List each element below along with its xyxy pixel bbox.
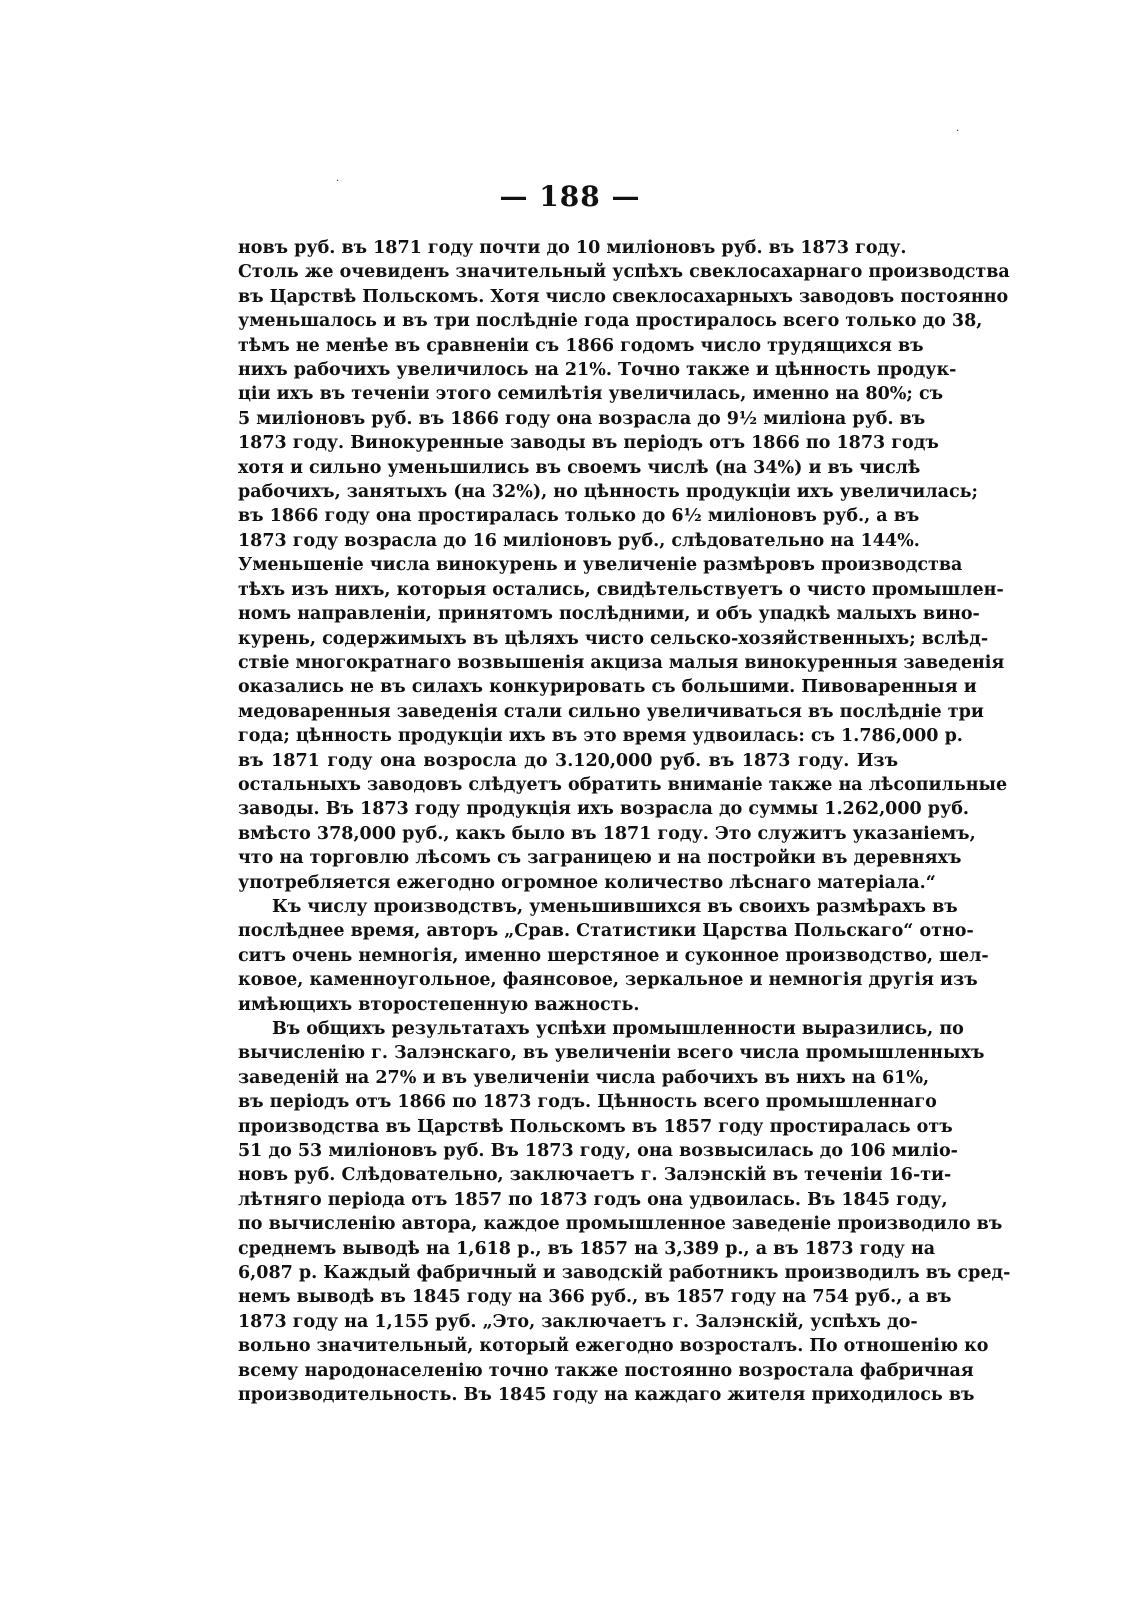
- text-line: имѣющихъ второстепенную важность.: [238, 994, 640, 1015]
- text-line: новъ руб. въ 1871 году почти до 10 миліоновъ руб. въ 1873 году.: [238, 238, 907, 258]
- text-line: въ 1866 году она простиралась только до 6½ миліоновъ руб., а въ: [238, 506, 920, 527]
- text-line: 1873 году на 1,155 руб. „Это, заключаетъ г. Залэнскій, успѣхъ до-: [238, 1311, 918, 1332]
- text-line: всему народонаселенію точно также постоянно возростала фабричная: [238, 1360, 974, 1381]
- body-text: [238, 236, 1011, 1408]
- text-line: новъ руб. Слѣдовательно, заключаетъ г. Залэнскій въ теченіи 16-ти-: [238, 1165, 952, 1186]
- text-line: нихъ рабочихъ увеличилось на 21%. Точно также и цѣнность продук-: [238, 360, 957, 381]
- scan-speck: ·: [336, 176, 340, 187]
- text-line: 1873 году. Винокуренные заводы въ періодъ отъ 1866 по 1873 годъ: [238, 433, 939, 454]
- text-line: лѣтняго періода отъ 1857 по 1873 годъ она удвоилась. Въ 1845 году,: [238, 1189, 948, 1210]
- text-line: курень, содержимыхъ въ цѣляхъ чисто сельско-хозяйственныхъ; вслѣд-: [238, 628, 989, 649]
- text-line: 1873 году возрасла до 16 миліоновъ руб., слѣдовательно на 144%.: [238, 530, 920, 551]
- text-line: ситъ очень немногія, именно шерстяное и суконное производство, шел-: [238, 945, 989, 966]
- text-line: 5 миліоновъ руб. въ 1866 году она возрасла до 9½ миліона руб. въ: [238, 408, 926, 429]
- paragraph: [238, 236, 1010, 895]
- paragraph: [238, 895, 989, 1017]
- text-line: производительность. Въ 1845 году на каждаго жителя приходилось въ: [238, 1385, 975, 1406]
- text-line: тѣхъ изъ нихъ, которыя остались, свидѣтельствуетъ о чисто промышлен-: [238, 579, 1004, 600]
- text-line: ковое, каменноугольное, фаянсовое, зеркальное и немногія другія изъ: [238, 970, 978, 991]
- text-line: уменьшалось и въ три послѣдніе года простиралось всего только до 38,: [238, 311, 983, 332]
- text-line: производства въ Царствѣ Польскомъ въ 1857 году простиралась отъ: [238, 1116, 953, 1137]
- text-line: 51 до 53 миліоновъ руб. Въ 1873 году, она возвысилась до 106 миліо-: [238, 1141, 958, 1162]
- text-line: оказались не въ силахъ конкурировать съ большими. Пивоваренныя и: [238, 677, 977, 698]
- text-line: ствіе многократнаго возвышенія акциза малыя винокуренныя заведенія: [238, 652, 1005, 673]
- text-line: вычисленію г. Залэнскаго, въ увеличеніи всего числа промышленныхъ: [238, 1043, 985, 1064]
- text-line: въ періодъ отъ 1866 по 1873 годъ. Цѣнность всего промышленнаго: [238, 1092, 937, 1113]
- text-line: остальныхъ заводовъ слѣдуетъ обратить вниманіе также на лѣсопильные: [238, 774, 1008, 795]
- text-line: номъ направленіи, принятомъ послѣдними, и объ упадкѣ малыхъ вино-: [238, 604, 980, 625]
- text-line: рабочихъ, занятыхъ (на 32%), но цѣнность продукціи ихъ увеличилась;: [238, 482, 978, 503]
- text-line: Къ числу производствъ, уменьшившихся въ своихъ размѣрахъ въ: [272, 896, 958, 917]
- text-line: послѣднее время, авторъ „Срав. Статистики Царства Польскаго“ отно-: [238, 921, 974, 942]
- paragraph: [238, 1017, 1011, 1408]
- text-line: среднемъ выводѣ на 1,618 р., въ 1857 на 3,389 р., а въ 1873 году на: [238, 1238, 936, 1259]
- text-line: немъ выводѣ въ 1845 году на 366 руб., въ 1857 году на 754 руб., а въ: [238, 1287, 952, 1308]
- text-line: вольно значительный, который ежегодно возросталъ. По отношенію ко: [238, 1336, 989, 1357]
- text-line: медоваренныя заведенія стали сильно увеличиваться въ послѣдніе три: [238, 701, 984, 722]
- text-line: Уменьшеніе числа винокурень и увеличеніе размѣровъ производства: [238, 555, 963, 576]
- text-line: хотя и сильно уменьшились въ своемъ числѣ (на 34%) и въ числѣ: [238, 457, 921, 478]
- text-line: заводы. Въ 1873 году продукція ихъ возрасла до суммы 1.262,000 руб.: [238, 799, 969, 820]
- text-line: 6,087 р. Каждый фабричный и заводскій работникъ производилъ въ сред-: [238, 1263, 1011, 1284]
- text-line: употребляется ежегодно огромное количество лѣснаго матеріала.“: [238, 872, 936, 893]
- text-line: Столь же очевиденъ значительный успѣхъ свеклосахарнаго производства: [238, 262, 1010, 283]
- text-line: по вычисленію автора, каждое промышленное заведеніе производило въ: [238, 1214, 1003, 1235]
- text-line: заведеній на 27% и въ увеличеніи числа рабочихъ въ нихъ на 61%,: [238, 1067, 930, 1088]
- text-line: Въ общихъ результатахъ успѣхи промышленности выразились, по: [272, 1019, 964, 1039]
- text-line: тѣмъ не менѣе въ сравненіи съ 1866 годомъ число трудящихся въ: [238, 335, 924, 356]
- text-line: въ 1871 году она возросла до 3.120,000 руб. въ 1873 году. Изъ: [238, 750, 898, 771]
- scan-speck: ·: [956, 126, 960, 137]
- text-line: ціи ихъ въ теченіи этого семилѣтія увеличилась, именно на 80%; съ: [238, 384, 944, 405]
- text-line: года; цѣнность продукціи ихъ въ это время удвоилась: съ 1.786,000 р.: [238, 726, 963, 747]
- page-number: — 188 —: [499, 180, 641, 213]
- text-line: въ Царствѣ Польскомъ. Хотя число свеклосахарныхъ заводовъ постоянно: [238, 286, 1009, 307]
- text-line: вмѣсто 378,000 руб., какъ было въ 1871 году. Это служитъ указаніемъ,: [238, 823, 976, 844]
- text-line: что на торговлю лѣсомъ съ заграницею и на постройки въ деревняхъ: [238, 848, 962, 869]
